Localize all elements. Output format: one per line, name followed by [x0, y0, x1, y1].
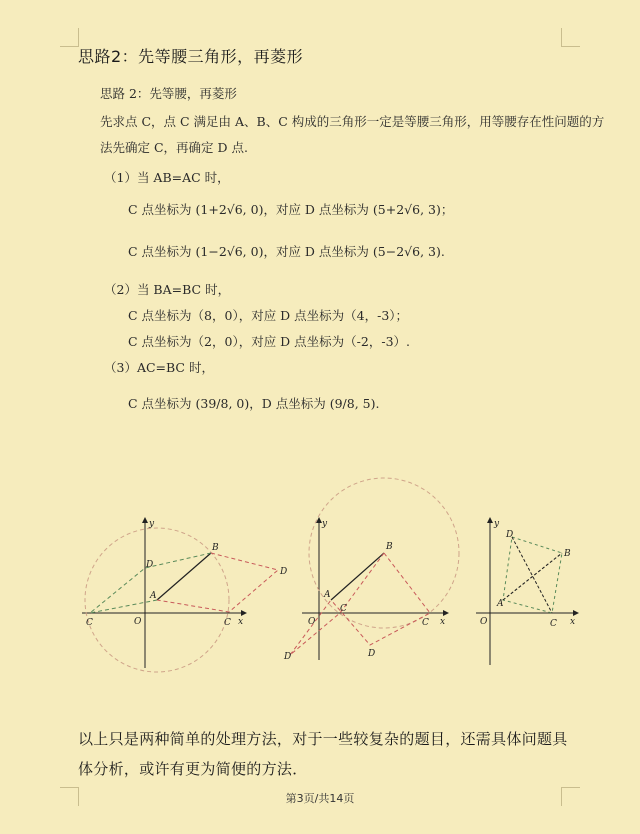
fig2-label-x: x — [440, 617, 446, 627]
fig2-label-c-right: C — [422, 618, 429, 628]
case-2-result-a: C 点坐标为（8，0），对应 D 点坐标为（4，-3）； — [128, 308, 409, 323]
solution-intro-line-2: 法先确定 C，再确定 D 点. — [100, 140, 248, 155]
figure-case-ab-eq-ac — [82, 518, 287, 672]
case-2-result-b: C 点坐标为（2，0），对应 D 点坐标为（-2，-3）. — [128, 334, 410, 349]
fig1-label-a: A — [150, 591, 157, 601]
case-3-result: C 点坐标为 (39/8, 0)，D 点坐标为 (9/8, 5). — [128, 396, 380, 411]
case-2-heading: （2）当 BA=BC 时， — [104, 282, 231, 297]
fig3-label-b: B — [564, 549, 571, 559]
fig3-label-y: y — [494, 519, 500, 529]
case-3-heading: （3）AC=BC 时， — [104, 360, 214, 375]
case-1-heading: （1）当 AB=AC 时， — [104, 170, 230, 185]
fig2-label-b: B — [386, 542, 393, 552]
fig1-label-y: y — [149, 519, 155, 529]
fig2-label-d-bottom: D — [368, 649, 376, 659]
fig1-label-x: x — [238, 617, 244, 627]
fig1-label-o: O — [134, 617, 142, 627]
fig3-label-o: O — [480, 617, 488, 627]
fig2-label-c-left: C — [340, 604, 347, 614]
fig1-label-d-top: D — [146, 560, 154, 570]
fig3-label-x: x — [570, 617, 576, 627]
fig1-label-b: B — [212, 543, 219, 553]
fig2-label-a: A — [324, 590, 331, 600]
fig2-label-d-left: D — [284, 652, 292, 662]
solution-intro-line-1: 先求点 C，点 C 满足由 A、B、C 构成的三角形一定是等腰三角形，用等腰存在性问题的方 — [100, 114, 605, 129]
fig3-label-a: A — [497, 599, 504, 609]
case-1-result-b: C 点坐标为 (1−2√6, 0)，对应 D 点坐标为 (5−2√6, 3). — [128, 244, 445, 259]
page-heading: 思路2：先等腰三角形，再菱形 — [78, 47, 304, 66]
fig1-label-c-left: C — [86, 618, 93, 628]
case-1-result-a: C 点坐标为 (1+2√6, 0)，对应 D 点坐标为 (5+2√6, 3)； — [128, 202, 454, 217]
solution-title: 思路 2：先等腰，再菱形 — [100, 86, 237, 101]
closing-paragraph: 以上只是两种简单的处理方法，对于一些较复杂的题目，还需具体问题具体分析，或许有更为简便的方法． — [78, 730, 568, 778]
fig3-label-d: D — [506, 530, 514, 540]
page-number: 第3页/共14页 — [285, 792, 355, 805]
figure-case-ba-eq-bc — [283, 478, 459, 662]
fig2-label-o: O — [308, 617, 316, 627]
figure-case-ac-eq-bc — [476, 518, 578, 665]
fig2-label-y: y — [322, 519, 328, 529]
fig1-label-d-right: D — [280, 567, 288, 577]
fig1-label-c-right: C — [224, 618, 231, 628]
fig3-label-c: C — [550, 619, 557, 629]
